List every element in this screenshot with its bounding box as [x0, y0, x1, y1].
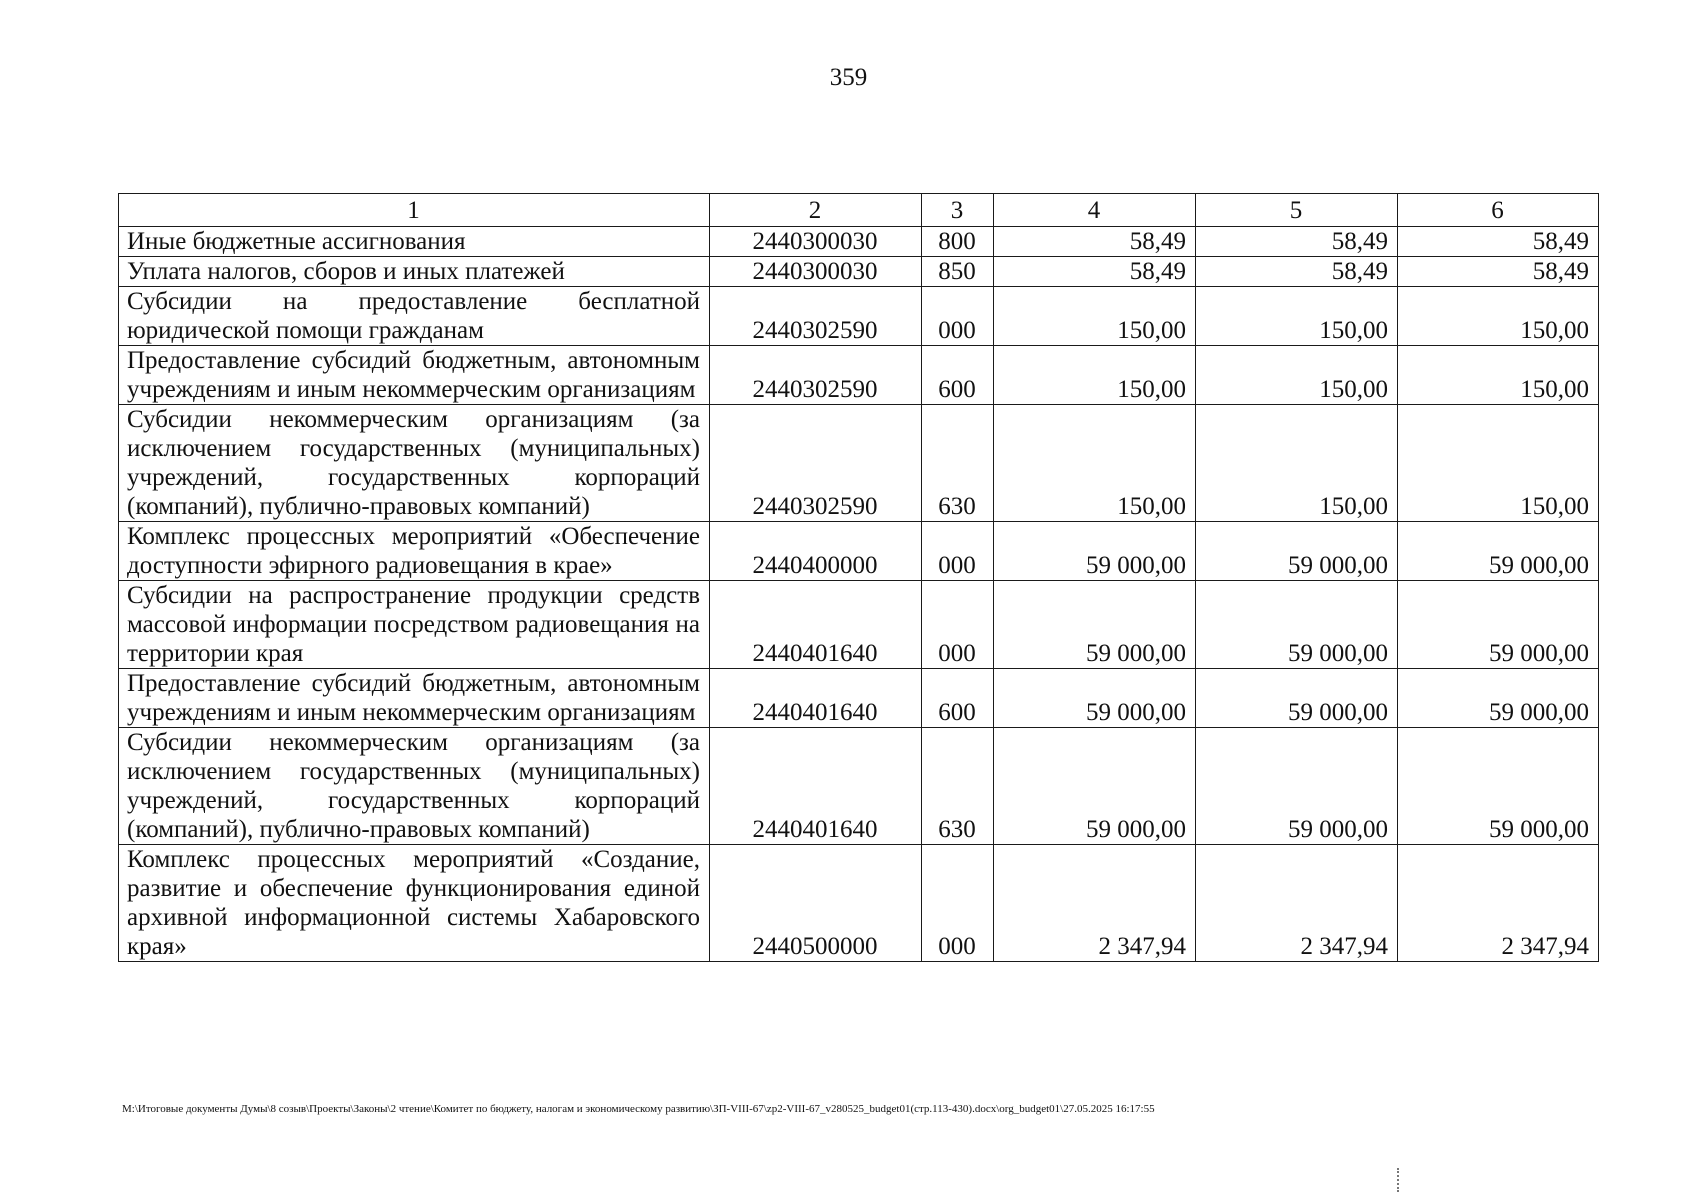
row-amount-col4: 2 347,94	[994, 845, 1196, 962]
margin-mark	[1397, 1168, 1401, 1192]
column-header: 3	[922, 194, 994, 227]
row-amount-col6: 150,00	[1398, 287, 1599, 346]
row-amount-col5: 150,00	[1196, 287, 1398, 346]
row-code: 2440300030	[710, 227, 922, 257]
row-amount-col5: 150,00	[1196, 405, 1398, 522]
row-code: 2440401640	[710, 669, 922, 728]
table-header-row	[119, 194, 1599, 227]
row-amount-col6: 59 000,00	[1398, 728, 1599, 845]
row-amount-col6: 150,00	[1398, 405, 1599, 522]
row-amount-col4: 58,49	[994, 257, 1196, 287]
row-name: Комплекс процессных мероприятий «Создание, развитие и обеспечение функционирования единой архивной информационной системы Хабаровского края»	[119, 845, 710, 962]
row-name: Субсидии на предоставление бесплатной юридической помощи гражданам	[119, 287, 710, 346]
column-header: 1	[119, 194, 710, 227]
row-code: 2440401640	[710, 728, 922, 845]
row-amount-col5: 58,49	[1196, 227, 1398, 257]
row-amount-col6: 59 000,00	[1398, 522, 1599, 581]
row-code: 2440401640	[710, 581, 922, 669]
file-path-footer: M:\Итоговые документы Думы\8 созыв\Проекты\Законы\2 чтение\Комитет по бюджету, налогам и экономическому развитию\ЗП-VIII-67\zp2-VIII-67_v280525_budget01(стр.113-430).docx\org_budget01\27.05.2025 16:17:55	[122, 1103, 1155, 1115]
row-expense-type: 000	[922, 522, 994, 581]
column-header: 6	[1398, 194, 1599, 227]
row-code: 2440400000	[710, 522, 922, 581]
row-name: Предоставление субсидий бюджетным, автономным учреждениям и иным некоммерческим организациям	[119, 346, 710, 405]
row-name: Субсидии на распространение продукции средств массовой информации посредством радиовещания на территории края	[119, 581, 710, 669]
table-row	[119, 405, 1599, 522]
row-amount-col4: 150,00	[994, 405, 1196, 522]
row-amount-col6: 59 000,00	[1398, 581, 1599, 669]
row-expense-type: 000	[922, 845, 994, 962]
table-row	[119, 728, 1599, 845]
row-amount-col5: 150,00	[1196, 346, 1398, 405]
row-amount-col5: 59 000,00	[1196, 669, 1398, 728]
table-row	[119, 522, 1599, 581]
row-expense-type: 600	[922, 669, 994, 728]
page-number: 359	[829, 64, 868, 91]
row-amount-col5: 2 347,94	[1196, 845, 1398, 962]
row-amount-col4: 58,49	[994, 227, 1196, 257]
row-expense-type: 850	[922, 257, 994, 287]
row-amount-col4: 150,00	[994, 287, 1196, 346]
row-amount-col6: 59 000,00	[1398, 669, 1599, 728]
budget-table	[118, 193, 1599, 962]
table-row	[119, 257, 1599, 287]
row-amount-col5: 58,49	[1196, 257, 1398, 287]
row-code: 2440302590	[710, 287, 922, 346]
row-name: Предоставление субсидий бюджетным, автономным учреждениям и иным некоммерческим организациям	[119, 669, 710, 728]
row-amount-col5: 59 000,00	[1196, 522, 1398, 581]
row-amount-col5: 59 000,00	[1196, 581, 1398, 669]
row-amount-col6: 150,00	[1398, 346, 1599, 405]
table-row	[119, 669, 1599, 728]
row-code: 2440302590	[710, 346, 922, 405]
row-amount-col4: 59 000,00	[994, 522, 1196, 581]
row-name: Субсидии некоммерческим организациям (за исключением государственных (муниципальных) учреждений, государственных корпораций (компаний), публично-правовых компаний)	[119, 405, 710, 522]
row-amount-col6: 58,49	[1398, 227, 1599, 257]
row-expense-type: 630	[922, 405, 994, 522]
row-expense-type: 630	[922, 728, 994, 845]
column-header: 5	[1196, 194, 1398, 227]
table-row	[119, 227, 1599, 257]
row-amount-col6: 58,49	[1398, 257, 1599, 287]
row-code: 2440300030	[710, 257, 922, 287]
row-amount-col4: 59 000,00	[994, 728, 1196, 845]
row-name: Комплекс процессных мероприятий «Обеспечение доступности эфирного радиовещания в крае»	[119, 522, 710, 581]
row-amount-col4: 150,00	[994, 346, 1196, 405]
row-amount-col4: 59 000,00	[994, 669, 1196, 728]
row-code: 2440302590	[710, 405, 922, 522]
row-name: Иные бюджетные ассигнования	[119, 227, 710, 257]
row-expense-type: 600	[922, 346, 994, 405]
column-header: 4	[994, 194, 1196, 227]
row-code: 2440500000	[710, 845, 922, 962]
row-expense-type: 800	[922, 227, 994, 257]
row-name: Субсидии некоммерческим организациям (за исключением государственных (муниципальных) учреждений, государственных корпораций (компаний), публично-правовых компаний)	[119, 728, 710, 845]
row-expense-type: 000	[922, 581, 994, 669]
row-amount-col5: 59 000,00	[1196, 728, 1398, 845]
row-amount-col4: 59 000,00	[994, 581, 1196, 669]
table-row	[119, 845, 1599, 962]
row-amount-col6: 2 347,94	[1398, 845, 1599, 962]
table-row	[119, 287, 1599, 346]
column-header: 2	[710, 194, 922, 227]
row-name: Уплата налогов, сборов и иных платежей	[119, 257, 710, 287]
table-row	[119, 346, 1599, 405]
table-row	[119, 581, 1599, 669]
row-expense-type: 000	[922, 287, 994, 346]
